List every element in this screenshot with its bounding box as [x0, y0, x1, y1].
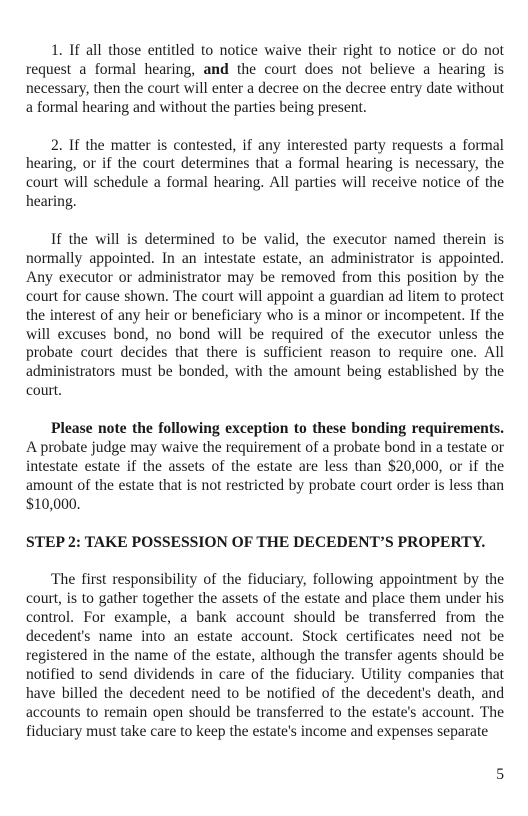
paragraph-uncontested-hearing [26, 42, 504, 118]
page-number: 5 [496, 766, 504, 783]
paragraph-text: 1. If all those entitled to notice waive their right to notice or do not request a formal hearing, [26, 42, 504, 78]
paragraph-text: the court does not believe a hearing is necessary, then the court will enter a decree on the decree entry date without a formal hearing and without the parties being present. [26, 60, 504, 116]
bonding-exception-lead: Please note the following exception to these bonding requirements. [51, 420, 504, 438]
paragraph-fiduciary-responsibility: The first responsibility of the fiduciary, following appointment by the court, is to gather together the assets of the estate and place them under his control. For example, a bank account should be transferred from the decedent's name into an estate account. Stock certificates need not be registered in the name of the estate, although the transfer agents should be notified to send dividends in care of the fiduciary. Utility companies that have billed the decedent need to be notified of the decedent's death, and accounts to remain open should be transferred to the estate's account. The fiduciary must take care to keep the estate's income and expenses separate [26, 571, 504, 740]
document-page [26, 42, 504, 741]
paragraph-executor-appointment: If the will is determined to be valid, the executor named therein is normally appointed. In an intestate estate, an administrator is appointed. Any executor or administrator may be removed from this position by the court for cause shown. The court will appoint a guardian ad litem to protect the interest of any heir or beneficiary who is a minor or incompetent. If the will excuses bond, no bond will be required of the executor unless the probate court decides that there is sufficient reason to require one. All administrators must be bonded, with the amount being established by the court. [26, 231, 504, 400]
emphasis-and: and [203, 60, 229, 78]
section-heading-step-2: STEP 2: TAKE POSSESSION OF THE DECEDENT’S PROPERTY. [26, 533, 486, 551]
paragraph-text: A probate judge may waive the requirement of a probate bond in a testate or intestate estate if the assets of the estate are less than $20,000, or if the amount of the estate that is not restricted by probate court order is less than $10,000. [26, 438, 504, 513]
paragraph-contested-hearing: 2. If the matter is contested, if any interested party requests a formal hearing, or if the court determines that a formal hearing is necessary, the court will schedule a formal hearing. All parties will receive notice of the hearing. [26, 136, 504, 211]
paragraph-bonding-exception [26, 420, 504, 515]
